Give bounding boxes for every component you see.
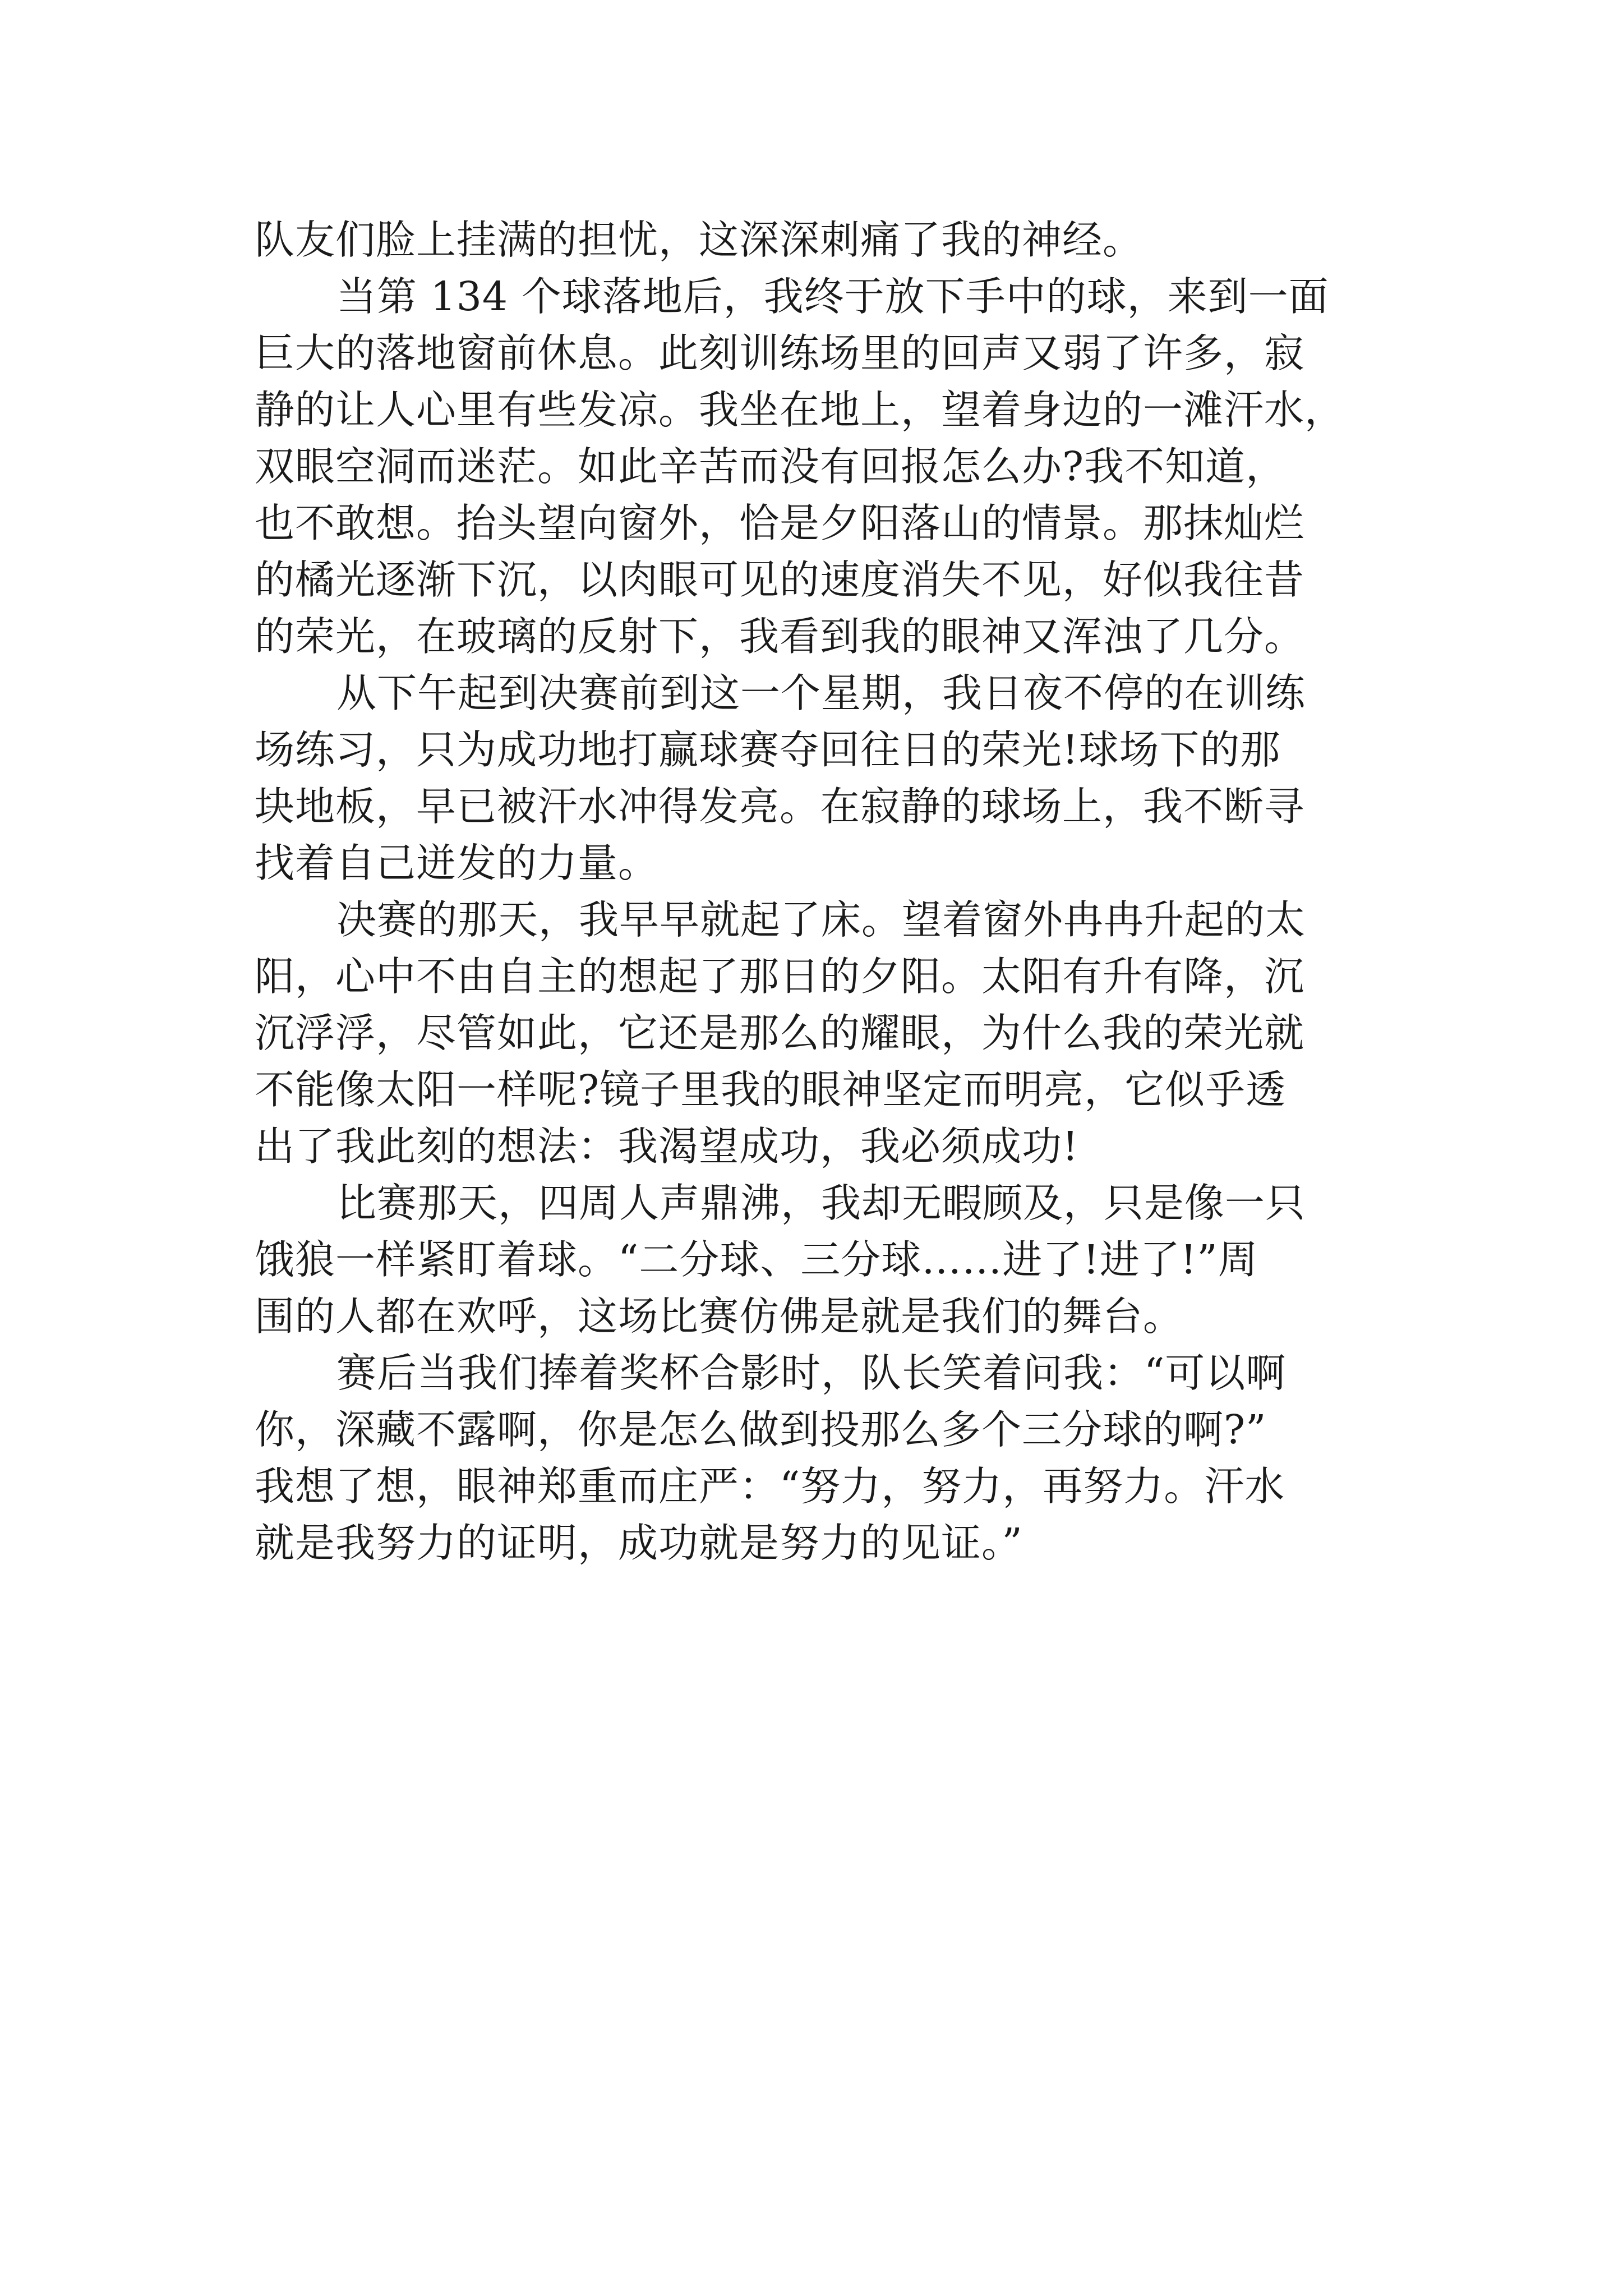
paragraph <box>255 1345 1421 1571</box>
paragraph <box>255 665 1421 891</box>
paragraph <box>255 268 1421 665</box>
text-line: 当第 134 个球落地后，我终于放下手中的球，来到一面 <box>336 273 1329 320</box>
text-line: 你，深藏不露啊，你是怎么做到投那么多个三分球的啊?” <box>255 1406 1267 1453</box>
paragraph <box>255 1175 1421 1345</box>
text-line: 围的人都在欢呼，这场比赛仿佛是就是我们的舞台。 <box>255 1293 1184 1340</box>
text-line: 的橘光逐渐下沉，以肉眼可见的速度消失不见，好似我往昔 <box>255 556 1305 603</box>
text-line: 出了我此刻的想法：我渴望成功，我必须成功! <box>255 1123 1079 1170</box>
text-line: 赛后当我们捧着奖杯合影时，队长笑着问我：“可以啊 <box>336 1350 1287 1396</box>
text-line: 块地板，早已被汗水冲得发亮。在寂静的球场上，我不断寻 <box>255 783 1305 830</box>
text-line: 沉浮浮，尽管如此，它还是那么的耀眼，为什么我的荣光就 <box>255 1010 1305 1056</box>
text-line: 决赛的那天，我早早就起了床。望着窗外冉冉升起的太 <box>336 896 1306 943</box>
text-line: 的荣光，在玻璃的反射下，我看到我的眼神又浑浊了几分。 <box>255 613 1305 660</box>
text-line: 从下午起到决赛前到这一个星期，我日夜不停的在训练 <box>336 670 1306 716</box>
text-line: 比赛那天，四周人声鼎沸，我却无暇顾及，只是像一只 <box>336 1180 1306 1226</box>
document-body <box>255 211 1421 1571</box>
text-line: 也不敢想。抬头望向窗外，恰是夕阳落山的情景。那抹灿烂 <box>255 500 1305 546</box>
text-line: 饿狼一样紧盯着球。“二分球、三分球……进了!进了!”周 <box>255 1236 1258 1283</box>
paragraph <box>255 211 1421 268</box>
text-line: 不能像太阳一样呢?镜子里我的眼神坚定而明亮，它似乎透 <box>255 1066 1287 1113</box>
text-line: 就是我努力的证明，成功就是努力的见证。” <box>255 1520 1023 1566</box>
text-line: 静的让人心里有些发凉。我坐在地上，望着身边的一滩汗水， <box>255 386 1345 433</box>
text-line: 队友们脸上挂满的担忧，这深深刺痛了我的神经。 <box>255 217 1144 263</box>
paragraph <box>255 891 1421 1175</box>
text-line: 巨大的落地窗前休息。此刻训练场里的回声又弱了许多，寂 <box>255 330 1305 376</box>
text-line: 找着自己迸发的力量。 <box>255 840 659 886</box>
text-line: 双眼空洞而迷茫。如此辛苦而没有回报怎么办?我不知道， <box>255 443 1287 490</box>
text-line: 阳，心中不由自主的想起了那日的夕阳。太阳有升有降，沉 <box>255 953 1305 1000</box>
text-line: 场练习，只为成功地打赢球赛夺回往日的荣光!球场下的那 <box>255 726 1281 773</box>
text-line: 我想了想，眼神郑重而庄严：“努力，努力，再努力。汗水 <box>255 1463 1285 1510</box>
